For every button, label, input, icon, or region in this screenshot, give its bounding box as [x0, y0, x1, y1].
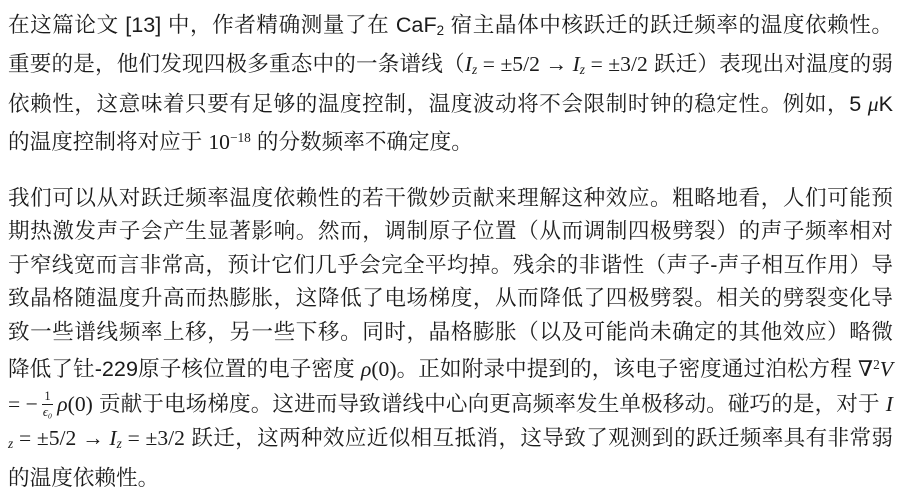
math-run: = ±3/2 [121, 426, 185, 451]
math-run: ∇ [858, 357, 874, 382]
text-run: 。正如附录中提到的，该电子密度通过泊松方程 [396, 356, 859, 382]
math-fraction [41, 389, 54, 419]
text-run: 我们可以从对跃迁频率温度依赖性的若干微妙贡献来理解这种效应。粗略地看，人们可能预期热激发声子会产生显著影响。然而，调制原子位置（从而调制四极劈裂）的声子频率相对于窄线宽而言非常高，预计它们几乎会完全平均掉。残余的非谐性（声子-声子相互作用）导致晶格随温度升高而热膨胀，这降低了电场梯度，从而降低了四极劈裂。相关的劈裂变化导致一些谱线频率上移，另一些下移。同时，晶格膨胀（以及可能尚未确定的其他效应）略微降低了钍-229原子核位置的电子密度 [8, 184, 893, 382]
math-run: = ±3/2 [585, 52, 648, 77]
text-run: 跃迁）表现出对温度的弱依赖性，这意味着只要有足够的温度控制，温度波动将不会限制时钟的稳定性。例如，5 [8, 51, 893, 116]
math-run: I [464, 52, 472, 77]
math-run: (0) [67, 391, 93, 416]
math-run: 10 [208, 130, 230, 155]
math-run: 2 [873, 357, 880, 373]
fraction-denominator: ϵ₀ [42, 404, 53, 419]
math-run: z [8, 436, 14, 452]
paragraph [8, 181, 893, 494]
math-run: −18 [229, 130, 251, 146]
math-run: ρ [360, 357, 372, 382]
math-run: z [471, 62, 478, 78]
text-run: 宿主晶体中核跃迁的跃迁频率的温度依赖性。重要的是，他们发现四极多重态中的一条谱线（ [8, 12, 893, 77]
text-run: 跃迁，这两种效应近似相互抵消，这导致了观测到的跃迁频率具有非常弱的温度依赖性。 [8, 425, 893, 490]
text-run: 在这篇论文 [13] 中，作者精确测量了在 CaF [8, 12, 437, 37]
paragraph [8, 8, 893, 160]
math-run: = ±5/2 → [477, 52, 573, 77]
math-run: ρ [57, 391, 68, 416]
math-run: μ [867, 91, 879, 116]
text-run: K 的温度控制将对应于 [8, 90, 893, 155]
math-run: I [885, 391, 893, 416]
document-body [8, 8, 893, 494]
math-run: V [879, 357, 893, 382]
math-run: I [572, 52, 580, 77]
math-run: z [116, 436, 122, 452]
text-run: 贡献于电场梯度。这进而导致谱线中心向更高频率发生单极移动。碰巧的是，对于 [92, 390, 886, 416]
text-run: 的分数频率不确定度。 [250, 129, 473, 155]
math-run: I [109, 426, 117, 451]
math-run: = ±5/2 → [13, 426, 110, 451]
text-run: 2 [436, 22, 445, 38]
fraction-numerator: 1 [44, 389, 51, 404]
math-run: (0) [371, 357, 397, 382]
math-run: z [579, 62, 586, 78]
math-run: = − [8, 391, 38, 416]
